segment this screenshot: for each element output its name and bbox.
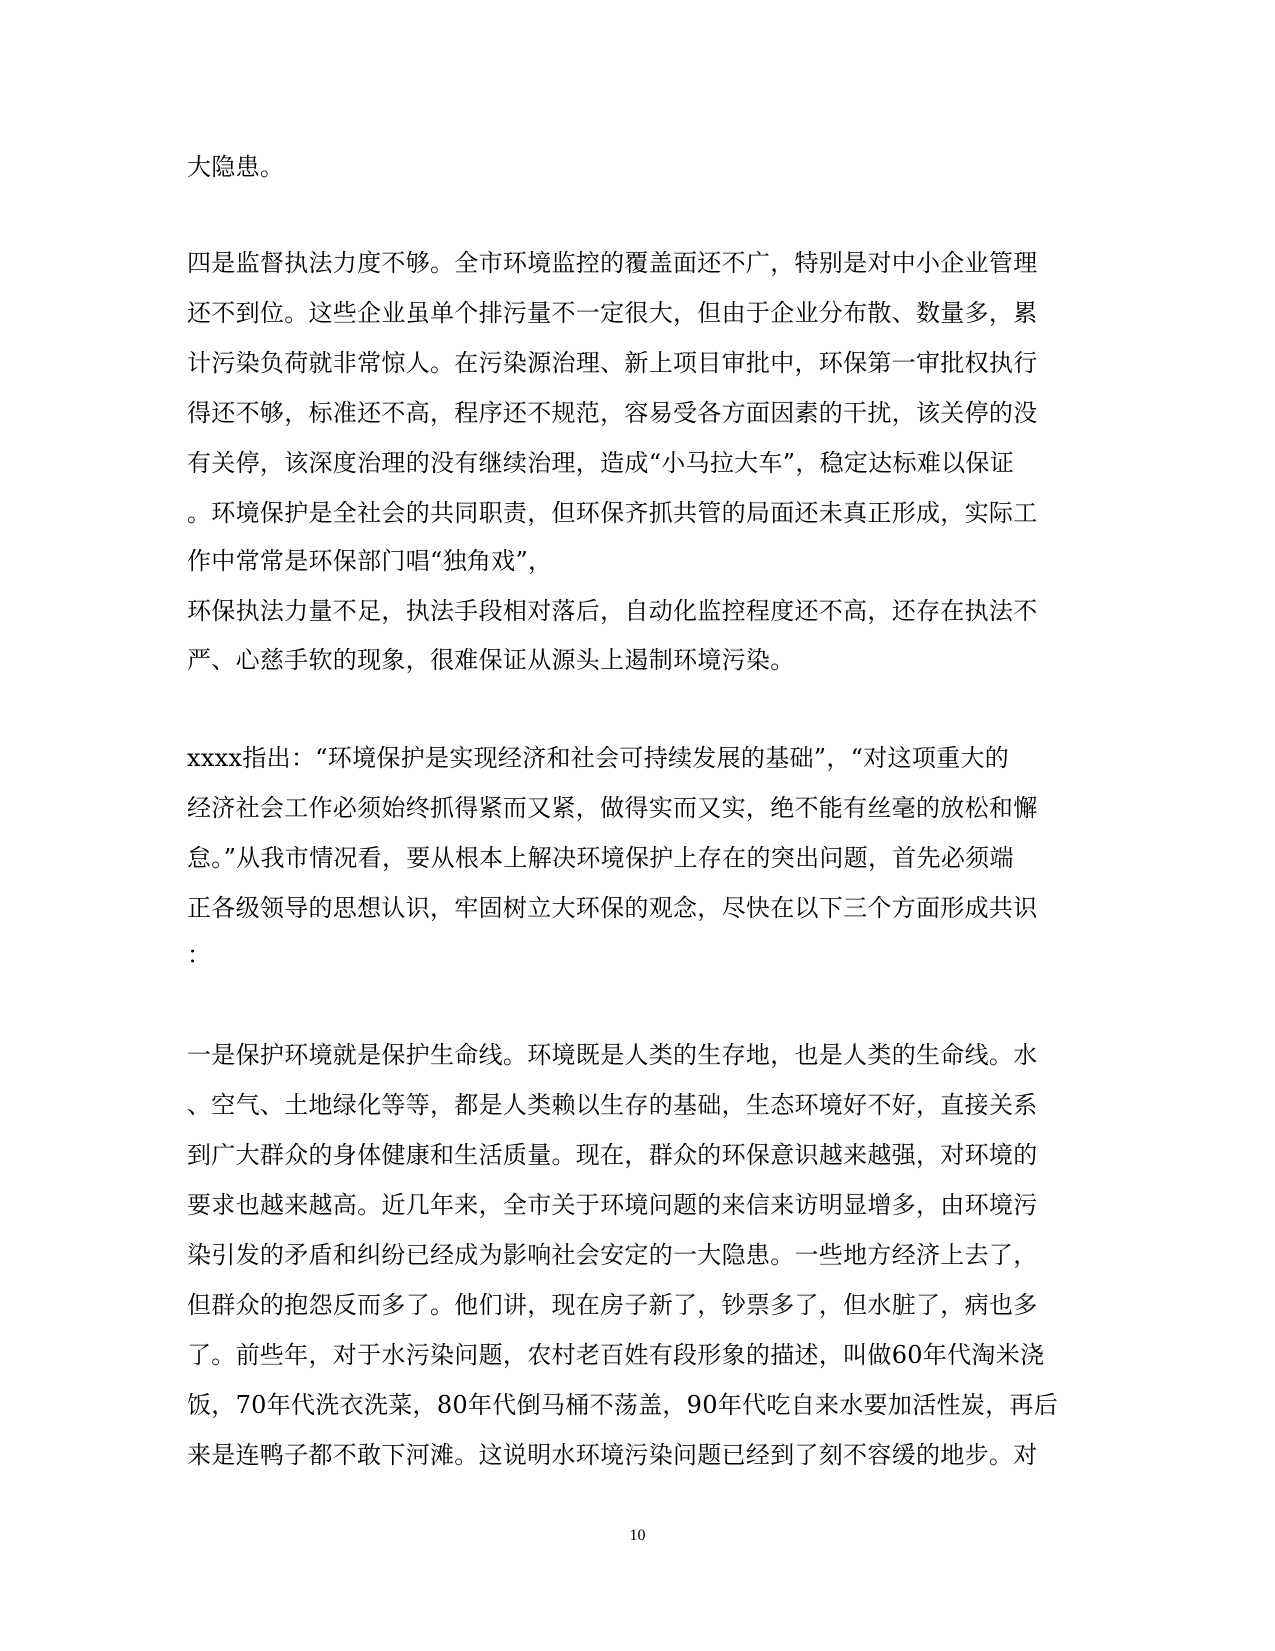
- text-line: 。环境保护是全社会的共同职责，但环保齐抓共管的局面还未真正形成，实际工: [187, 499, 1038, 527]
- text-line: 怠。”从我市情况看，要从根本上解决环境保护上存在的突出问题，首先必须端: [187, 844, 1014, 872]
- text-line: 、空气、土地绿化等等，都是人类赖以生存的基础，生态环境好不好，直接关系: [187, 1091, 1038, 1119]
- text-line: 经济社会工作必须始终抓得紧而又紧，做得实而又实，绝不能有丝毫的放松和懈: [187, 794, 1038, 822]
- text-line: 饭，70年代洗衣洗菜，80年代倒马桶不荡盖，90年代吃自来水要加活性炭，再后: [187, 1391, 1059, 1419]
- text-line: 有关停，该深度治理的没有继续治理，造成“小马拉大车”，稳定达标难以保证: [187, 449, 1015, 477]
- page-number: 10: [629, 1527, 646, 1544]
- text-line: 一是保护环境就是保护生命线。环境既是人类的生存地，也是人类的生命线。水: [187, 1041, 1038, 1069]
- text-line: 环保执法力量不足，执法手段相对落后，自动化监控程度还不高，还存在执法不: [187, 597, 1038, 625]
- text-line: 但群众的抱怨反而多了。他们讲，现在房子新了，钞票多了，但水脏了，病也多: [187, 1291, 1038, 1319]
- text-line: 计污染负荷就非常惊人。在污染源治理、新上项目审批中，环保第一审批权执行: [187, 349, 1038, 377]
- text-line: 染引发的矛盾和纠纷已经成为影响社会安定的一大隐患。一些地方经济上去了，: [187, 1241, 1038, 1269]
- text-line: 严、心慈手软的现象，很难保证从源头上遏制环境污染。: [187, 646, 795, 674]
- text-line: 作中常常是环保部门唱“独角戏”，: [187, 547, 553, 575]
- text-line: 要求也越来越高。近几年来，全市关于环境问题的来信来访明显增多，由环境污: [187, 1191, 1038, 1219]
- text-line: 大隐患。: [187, 153, 285, 181]
- text-line: 到广大群众的身体健康和生活质量。现在，群众的环保意识越来越强，对环境的: [187, 1141, 1038, 1169]
- text-line: 还不到位。这些企业虽单个排污量不一定很大，但由于企业分布散、数量多，累: [187, 299, 1038, 327]
- text-line: 来是连鸭子都不敢下河滩。这说明水环境污染问题已经到了刻不容缓的地步。对: [187, 1441, 1038, 1469]
- text-line: 四是监督执法力度不够。全市环境监控的覆盖面还不广，特别是对中小企业管理: [187, 249, 1038, 277]
- text-line: 得还不够，标准还不高，程序还不规范，容易受各方面因素的干扰，该关停的没: [187, 399, 1038, 427]
- text-line: ：: [187, 941, 212, 969]
- text-line: 了。前些年，对于水污染问题，农村老百姓有段形象的描述，叫做60年代淘米浇: [187, 1341, 1045, 1369]
- text-line: xxxx指出：“环境保护是实现经济和社会可持续发展的基础”，“对这项重大的: [187, 744, 1010, 772]
- text-line: 正各级领导的思想认识，牢固树立大环保的观念，尽快在以下三个方面形成共识: [187, 894, 1038, 922]
